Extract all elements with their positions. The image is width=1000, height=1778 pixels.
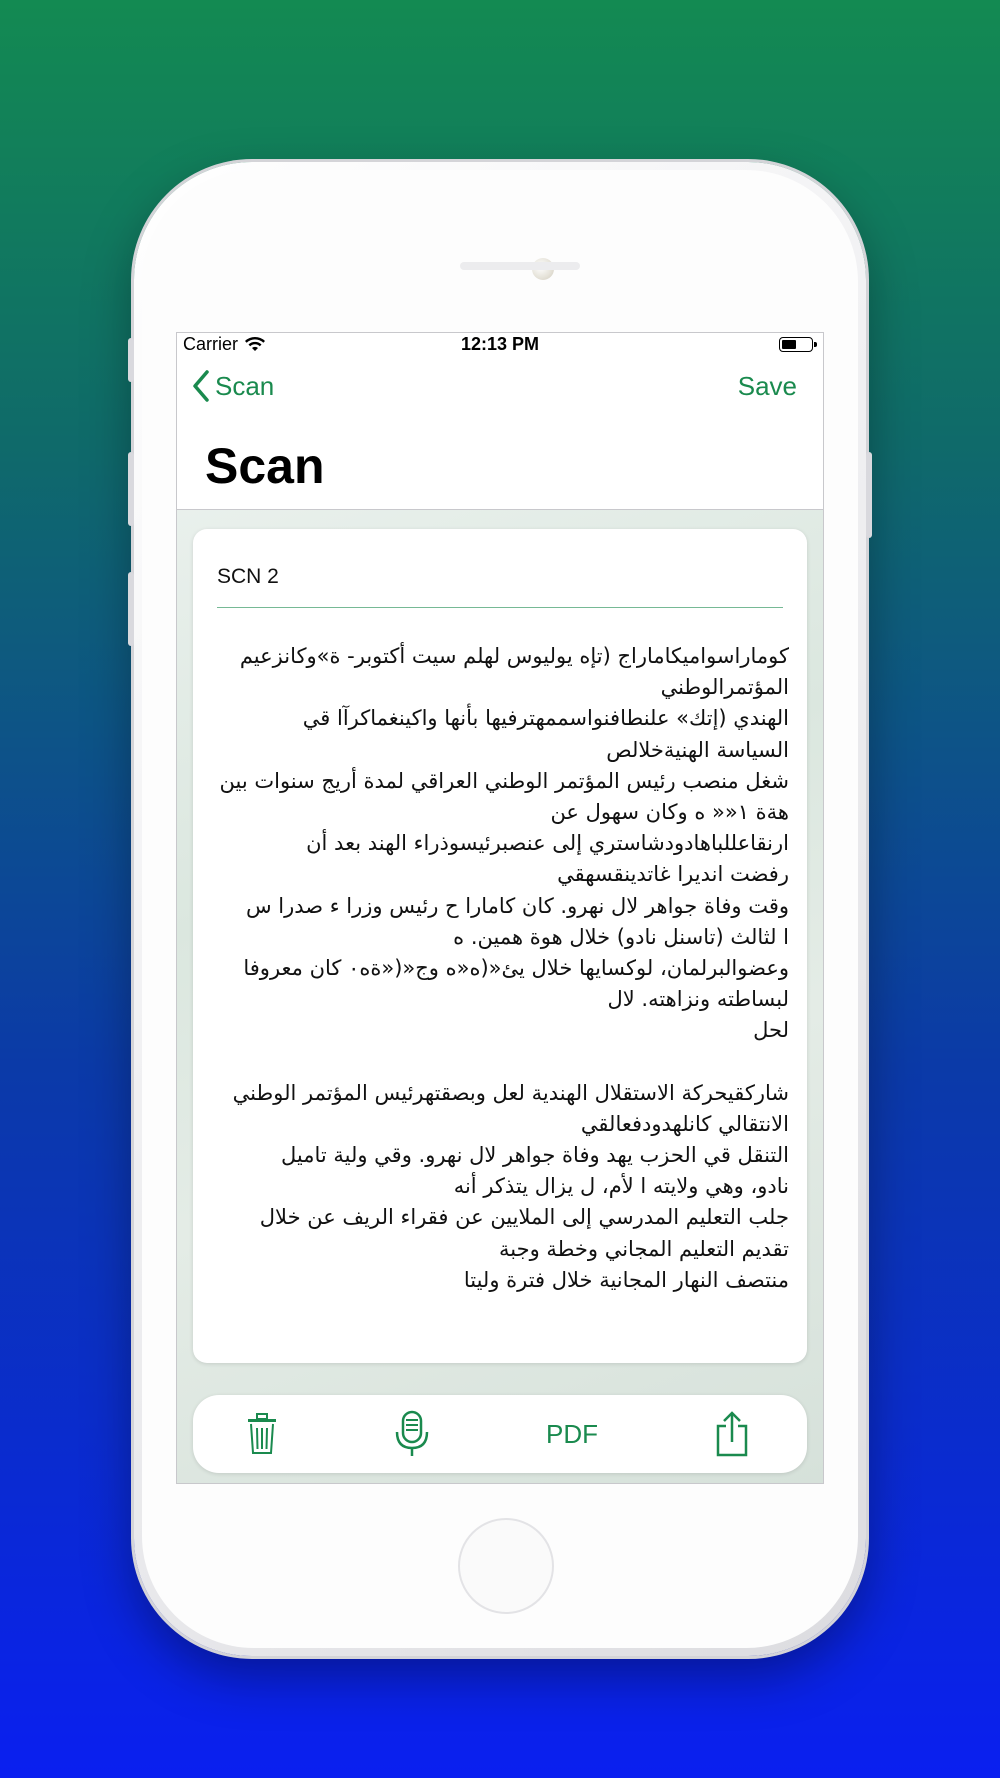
document-text-line: ارنقاعللباهادودشاستري إلى عنصبرئيسوذراء الهند بعد أن (306, 831, 789, 856)
document-text-line: شاركقيحركة الاستقلال الهندية لعل وبصقتهرئيس المؤتمر الوطني (232, 1080, 789, 1105)
document-card (193, 529, 807, 1363)
trash-icon (246, 1413, 278, 1455)
delete-button[interactable] (217, 1395, 307, 1473)
document-text-line (209, 1046, 789, 1077)
bottom-toolbar (193, 1395, 807, 1473)
battery-level (782, 340, 796, 349)
document-text-line: ا لثالث (تاسنل نادو) خلال هوة همين. ه (453, 924, 789, 949)
pdf-label: PDF (546, 1418, 598, 1449)
document-title-field[interactable]: SCN 2 (217, 565, 279, 588)
save-button[interactable]: Save (737, 371, 797, 401)
document-text-line: منتصف النهار المجانية خلال فترة وليتا (463, 1267, 789, 1292)
document-text-line: تقديم التعليم المجاني وخطة وجبة (499, 1236, 789, 1261)
carrier-label: Carrier (183, 334, 239, 354)
document-text-line: لبساطته ونزاهته. لال (607, 987, 789, 1012)
document-text-line: هةة ١«« ه وكان سهول عن (550, 799, 789, 824)
navigation-bar (177, 363, 823, 415)
document-text-line: رفضت انديرا غاتدينقسهقي (557, 862, 789, 887)
home-button[interactable] (458, 1518, 554, 1614)
status-time: 12:13 PM (460, 334, 540, 354)
document-text-line: الهندي (إتك» علنطافنواسممهترفيها بأنها واكينغماكرآا قي (302, 706, 789, 731)
document-text-line: الانتقالي كانلهدودفعالقي (580, 1111, 789, 1136)
earpiece-speaker (460, 262, 580, 270)
document-text-line: جلب التعليم المدرسي إلى الملايين عن فقراء الريف عن خلال (259, 1205, 789, 1230)
document-text-line: لحل (753, 1018, 789, 1043)
title-underline (217, 607, 783, 608)
document-text-line: كوماراسواميكاماراج (تإه يوليوس لهلم سيت أكتوبر- ة»وكانزعيم (239, 644, 789, 668)
document-text-line: نادو، وهي ولايته ا لأم، ل يزال يتذكر أنه (453, 1174, 789, 1199)
document-text-line: شغل منصب رئيس المؤتمر الوطني العراقي لمدة أريج سنوات بين (219, 768, 789, 793)
volume-down-button (128, 572, 134, 646)
document-text-line: السياسة الهنيةخلالص (606, 737, 789, 762)
status-bar (177, 333, 823, 355)
volume-up-button (128, 452, 134, 526)
dictation-button[interactable] (367, 1395, 457, 1473)
share-button[interactable] (687, 1395, 777, 1473)
microphone-icon (394, 1410, 430, 1458)
back-button-label: Scan (215, 370, 275, 401)
document-text-line: وقت وفاة جواهر لال نهرو. كان كامارا ح رئيس وزرا ء صدرا س (245, 893, 789, 918)
document-text-line: وعضوالبرلمان، لوكسايها خلال يئ«(ه«ه وج«(«ةه٠ كان معروفا (243, 955, 789, 980)
document-text-line: المؤتمرالوطني (660, 675, 789, 700)
document-text-area[interactable] (209, 641, 789, 1296)
back-button[interactable] (191, 369, 274, 403)
export-pdf-button[interactable] (517, 1395, 627, 1473)
app-screen (176, 332, 824, 1484)
chevron-left-icon (191, 369, 211, 403)
document-text-line: التنقل قي الحزب يهد وفاة جواهر لال نهرو. وقي ولية تاميل (280, 1143, 789, 1167)
battery-icon (779, 337, 813, 352)
power-button (866, 452, 872, 538)
mute-switch (128, 338, 134, 382)
share-icon (714, 1410, 750, 1458)
page-title: Scan (205, 438, 325, 494)
